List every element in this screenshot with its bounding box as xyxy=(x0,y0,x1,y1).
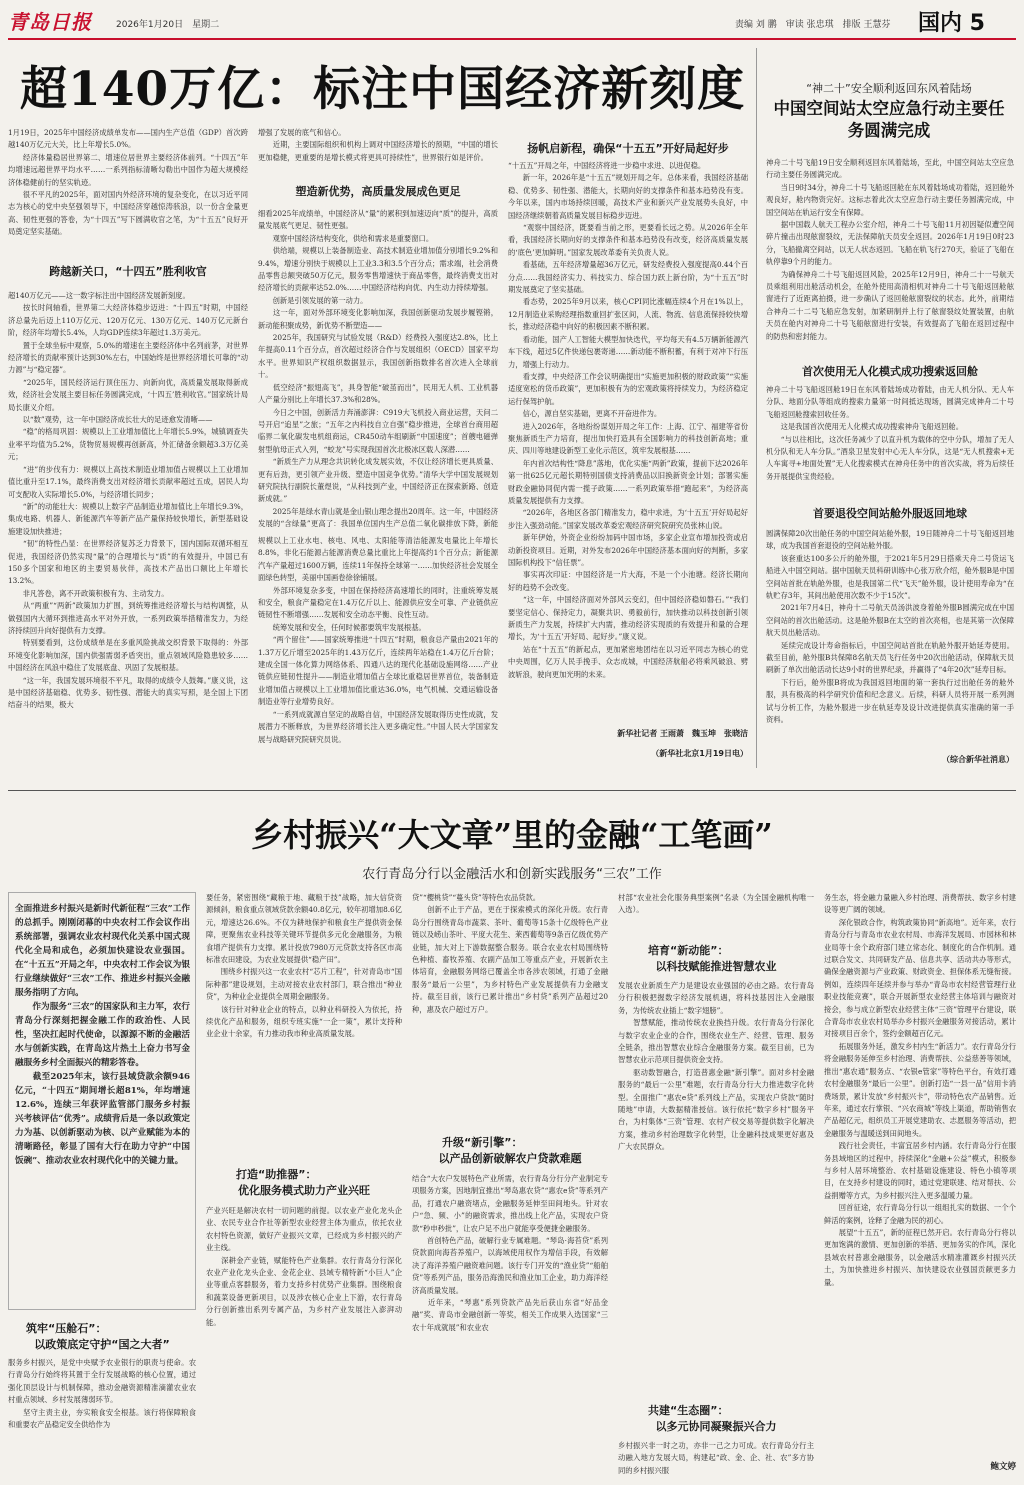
finance-subhead-5: 共建“生态圈”： xyxy=(648,1404,729,1417)
economy-col2-intro: 增强了发展的底气和信心。 近期，主要国际组织和机构上调对中国经济增长的预期，“中国的增长更加稳健，更重要的是增长模式将更具可持续性”，世界银行如是评价。 xyxy=(258,128,498,162)
finance-subhead-4: 培育“新动能”： xyxy=(648,944,729,957)
issue-date: 2026年1月20日 星期二 xyxy=(116,20,220,30)
space-kicker: “神二十”安全顺利返回东风着陆场 xyxy=(806,82,972,95)
space-subhead-1: 首次使用无人化模式成功搜索返回舱 xyxy=(802,365,978,378)
space-body-3: 圆满保障20次出舱任务的中国空间站舱外服，19日随神舟二十号飞船返回地球，成为我国首套退役的空间站舱外服。 该套重达100多公斤的舱外服，于2021年5月29日搭乘天舟二号货运飞船进入中国空间站。据中国航天员科研训练中心张万欣介绍，舱外服B是中国空间站首批在轨舱外服，也是我国第二代“飞天”舱外服，设计使用寿命为“在轨贮存3年，其间出舱使用次数不少于15次”。 2021年7月4日，神舟十二号航天员汤洪波身着舱外服B圆满完成在中国空间站的首次出舱活动。这是舱外服B在太空的首次亮相，也是其第一次保障航天员出舱活动。 延续完成设计寿命指标后，中国空间站首批在轨舱外服开始延寿使用。截至目前，舱外服B共保障8名航天员飞行任务中20次出舱活动，保障航天员刷新了单次出舱活动长达9小时的世界纪录，并赢得了“4年20次”延寿目标。 下行后，舱外服B将成为我国返回地面的第一套执行过出舱任务的舱外服，具有极高的科学研究价值和纪念意义。后续，科研人员将开展一系列测试与分析工作，为舱外服进一步在轨延寿及设计改进提供真实准确的第一手资料。 xyxy=(766,529,1014,725)
section-label: 国内 5 xyxy=(918,11,985,36)
economy-subhead-2: 塑造新优势，高质量发展成色更足 xyxy=(295,185,461,198)
space-credit: （综合新华社消息） xyxy=(942,755,1014,764)
economy-credit: （新华社北京1月19日电） xyxy=(651,749,748,758)
finance-headline: 乡村振兴“大文章”里的金融“工笔画” xyxy=(251,816,773,854)
editor-credits: 责编 刘 鹏 审读 张忠琪 排版 王慧芬 xyxy=(735,20,891,30)
economy-col2-cont: 规模以上工业水电、核电、风电、太阳能等清洁能源发电量比上年增长8.8%，非化石能源占能源消费总量比重比上年提高约1个百分点；新能源汽车产量超过1600万辆，连续11年保持全球第一……加快经济社会发展全面绿色转型，美丽中国画卷徐徐铺展。 外部环境复杂多变，中国在保持经济高速增长的同时，注重统筹发展和安全，粮食产量稳定在1.4万亿斤以上、能源供应安全可靠、产业链供应链韧性不断增强……发展和安全动态平衡、良性互动。 统筹发展和安全，任何时候都要筑牢发展根基。 “两个留住”——国家统筹推进“十四五”时期，粮食总产量由2021年的1.37万亿斤增至2025年的1.43万亿斤，连续两年站稳在1.4万亿斤台阶；建成全国一体化算力网络体系、四通八达的现代化基础设施网络……产业链供应链韧性提升——制造业增加值占全球比重稳居世界首位，装备制造业增加值占规模以上工业增加值比重达36.0%，电气机械、交通运输设备制造业等行业增势良好。 “一系列成就源自坚定的战略自信，中国经济发展取得历史性成就，发展潜力不断释放，为世界经济增长注入更多确定性。”中国人民大学国家发展与战略研究院研究员说。 xyxy=(258,536,498,744)
newspaper-logo: 青岛日报 xyxy=(8,10,92,34)
economy-col2-body: 细看2025年成绩单，中国经济从“量”的累积到加速迈向“质”的提升，高质量发展底气更足、韧性更强。 观察中国经济结构变化，供给和需求是重要窗口。 供给端，规模以上装备制造业、高技术制造业增加值分别增长9.2%和9.4%，增速分别快于规模以上工业3.3和3.5个百分点；需求端，社会消费品零售总额突破50万亿元，服务零售增速快于商品零售，最终消费支出对经济增长的贡献率达52.0%……中国经济结构向优、内生动力持续增强。 创新是引领发展的第一动力。 这一年，面对外部环境变化影响加深，我国创新驱动发展步履铿锵，新动能积聚成势，新优势不断塑造—— 2025年，我国研究与试验发展（R&D）经费投入强度达2.8%，比上年提高0.11个百分点，首次超过经济合作与发展组织（OECD）国家平均水平。世界知识产权组织数据显示，我国创新指数排名首次进入全球前十。 低空经济“振翅高飞”，具身智能“破茧而出”，民用无人机、工业机器人产量分别比上年增长37.3%和28%。 今日之中国，创新活力奔涌澎湃：C919大飞机投入商业运营，天问二号开启“追星”之旅；“五年之内科技自立自强”稳步推进，全球首台商用超临界二氧化碳发电机组商运，CR450动车组刷新“中国速度”；首艘电磁弹射型航母正式入列，“蛟龙”号实现我国首次北极冰区载人深潜…… “新质生产力从理念共识转化成发展实效，不仅让经济增长更具质量、更有后劲，更引领产业升级、塑造中国竞争优势。”清华大学中国发展规划研究院执行副院长董煜说，“从科技到产业，中国经济正在探索新路、创造新成就。” 2025年是绿水青山就是金山银山理念提出20周年。这一年，中国经济发展的“含绿量”更高了：我国单位国内生产总值二氧化碳排放下降，新能 xyxy=(258,209,498,529)
finance-subtitle: 农行青岛分行以金融活水和创新实践服务“三农”工作 xyxy=(362,867,662,882)
finance-subhead-5b: 以多元协同凝聚振兴合力 xyxy=(655,1420,777,1433)
economy-subhead-3: 扬帆启新程，确保“十五五”开好局起好步 xyxy=(527,142,729,155)
finance-col4-intro: 村部“农业社会化服务典型案例”名录（为全国金融机构唯一入选）。 xyxy=(618,893,814,915)
finance-rule xyxy=(8,790,1016,791)
economy-headline: 超140万亿：标注中国经济新刻度 xyxy=(20,62,746,117)
space-divider xyxy=(756,48,757,768)
masthead-rule xyxy=(8,38,1016,40)
finance-col3-body: 贷”“樱桃贷”“蔓头贷”等特色农品贷款。 创新不止于产品，更在于探索模式的深化升级。农行青岛分行围绕青岛市蔬菜、茶叶、葡萄等15条十亿级特色产业链以及崂山茶叶、平度大花生、莱西葡萄等9条百亿级优势产业链，加大对上下游数据整合服务。联合农业农村局围绕特色种植、畜牧养殖、农副产品加工等重点产业，开展新农主体培育，金融服务网络已覆盖全市各涉农领域，打通了金融服务“最后一公里”，为乡村特色产业发展提供有力金融支持。截至目前，该行已累计推出“乡村贷”系列产品超过20种，惠及农户超过万户。 xyxy=(412,893,608,1014)
finance-author: 鲍文婷 xyxy=(990,1462,1016,1472)
space-subhead-2: 首要退役空间站舱外服返回地球 xyxy=(813,507,967,520)
space-body-2: 神舟二十号飞船返回舱19日在东风着陆场成功着陆，由无人机分队、无人车分队、地面分队等组成的搜索力量第一时间抵达现场，圆满完成神舟二十号飞船返回舱搜索回收任务。 这是我国首次使用无人化模式成功搜索神舟飞船返回舱。 “与以往相比，这次任务减少了以直升机为载体的空中分队，增加了无人机分队和无人车分队。”酒泉卫星发射中心无人车分队，这是“无人机搜索+无人车寓寻+地面处置”无人化搜索模式在神舟任务中的首次实战，将为后续任务开展提供宝贵经验。 xyxy=(766,385,1014,481)
finance-col4-cont: 乡村振兴非一时之功，亦非一己之力可成。农行青岛分行主动融入地方发展大局，构建起“政、金、企、社、农”多方协同的乡村振兴服 xyxy=(618,1441,814,1475)
finance-subhead-3b: 以产品创新破解农户贷款难题 xyxy=(438,1152,582,1165)
finance-subhead-4b: 以科技赋能推进智慧农业 xyxy=(655,960,777,973)
finance-subhead-2b: 优化服务模式助力产业兴旺 xyxy=(238,1184,370,1197)
finance-col1-body: 服务乡村振兴，是党中央赋予农业银行的职责与使命。农行青岛分行始终将其置于全行发展战略的核心位置，通过强化顶层设计与机制保障，推动金融资源精准滴灌农业农村重点领域、乡村发展薄弱环节。 坚守主责主业，夯实粮食安全根基。该行将保障粮食和重要农产品稳定安全供给作为 xyxy=(8,1358,196,1430)
finance-subhead-2: 打造“助推器”： xyxy=(236,1168,317,1181)
economy-col1-body: 超140万亿元——这一数字标注出中国经济发展新刻度。 按长时间轴看，世界第二大经济体稳步迈进：“十四五”时期，中国经济总量先后迈上110万亿元、120万亿元、130万亿元、140万亿元新台阶，经济年均增长5.4%，人均GDP连续3年超过1.3万美元。 置于全球坐标中观察，5.0%的增速在主要经济体中名列前茅，对世界经济增长的贡献率预计达到30%左右，中国始终是世界经济增长可靠的“动力源”与“稳定器”。 “2025年，国民经济运行顶住压力、向新向优，高质量发展取得新成效，经济社会发展主要目标任务圆满完成，‘十四五’胜利收官。”国家统计局局长康义介绍。 以“数”观势，这一年中国经济成长壮大的足迹愈发清晰—— “稳”的格局巩固：规模以上工业增加值比上年增长5.9%，城镇调查失业率平均值为5.2%，货物贸易规模再创新高，外汇储备余额超3.3万亿美元； “进”的步伐有力：规模以上高技术制造业增加值占规模以上工业增加值比重升至17.1%，最终消费支出对经济增长贡献率超过五成，居民人均可支配收入实际增长5.0%，与经济增长同步； “新”的动能壮大：规模以上数字产品制造业增加值比上年增长9.3%，集成电路、机器人、新能源汽车等新产品产量保持较快增长，新型基础设施建设加快推进； “韧”的特性凸显：在世界经济复苏乏力背景下，国内国际双循环相互促进，我国经济仍然实现“量”的合理增长与“质”的有效提升，中国已有150多个国家和地区的主要贸易伙伴，高技术产品出口额比上年增长13.2%。 非凡答卷，离不开政策积极有为、主动发力。 从“两重”“两新”政策加力扩围，到统筹推进经济增长与结构调整，从做强国内大循环到推进高水平对外开放，一系列政策举措精准发力，为经济持续回升向好提供有力支撑。 特别要看到，这份成绩单是在多重风险挑战交织背景下取得的：外部环境变化影响加深，国内供强需弱矛盾突出，重点领域风险隐患较多……中国经济在风浪中稳住了发展底盘、巩固了发展根基。 “这一年，我国发展环境很不平凡，取得的成绩令人鼓舞。”康义说，这是中国经济基础稳、优势多、韧性强、潜能大的真实写照，是全国上下团结奋斗的结果，极大 xyxy=(8,291,248,710)
economy-subhead-1: 跨越新关口，“十四五”胜利收官 xyxy=(49,265,207,278)
finance-col5-body: 务生态，将金融力量融入乡村治理、消费帮扶、数字乡村建设等更广阔的领域。 深化银政合作，构筑政策协同“新高地”。近年来，农行青岛分行与青岛市农业农村局、市海洋发展局、市园林和林业局等十余个政府部门建立常态化、制度化的合作机制。通过联合发文、共同研发产品、信息共享、活动共办等形式，确保金融资源与产业政策、财政资金、担保体系无缝衔接。例如，连续四年延续并参与举办“青岛市农村经营管理行业职业技能竞赛”，联合开展新型农业经营主体培训与融资对接会，参与成立新型农业经营主体“三资”管理平台建设，联合青岛市农业农村局举办乡村振兴金融服务对接活动，累计对接项目百余个，签约金额超百亿元。 拓展服务外延，激发乡村内生“新活力”。农行青岛分行将金融服务延伸至乡村治理、消费帮扶、公益慈善等领域，推出“惠农通”服务点、“农银e管家”等特色平台，有效打通农村金融服务“最后一公里”。创新打造“一县一品”信用卡消费场景，累计发放“乡村振兴卡”，带动特色农产品销售。近年来，通过农行掌银、“兴农商城”等线上渠道，帮助销售农产品超亿元，组织员工开展党建助农、志愿服务等活动，把金融服务与温暖送到田间地头。 践行社会责任，丰富宜居乡村内涵。农行青岛分行在服务县域地区的过程中，持续深化“金融+公益”模式，积极参与乡村人居环境整治、农村基础设施建设、特色小镇等项目，在支持乡村建设的同时，通过党建联建、结对帮扶、公益捐赠等方式，为乡村振兴注入更多温暖力量。 回首征途，农行青岛分行以一组组扎实的数据、一个个鲜活的案例，诠释了金融为民的初心。 展望“十五五”，新的征程已然开启。农行青岛分行将以更加饱满的激情、更加创新的举措、更加务实的作风，深化县域农村普惠金融服务，以金融活水精准灌溉乡村振兴沃土，为加快推进乡村振兴、加快建设农业强国贡献更多力量。 xyxy=(824,893,1016,1287)
finance-lead: 全面推进乡村振兴是新时代新征程“三农”工作的总抓手。刚刚闭幕的中央农村工作会议作出系统部署，强调农业农村现代化关系中国式现代化全局和成色，必须加快建设农业强国。在“十五五”开局之年，中央农村工作会议为银行业继续做好“三农”工作、推进乡村振兴金融服务指明了方向。 作为服务“三农”的国家队和主力军，农行青岛分行深刻把握金融工作的政治性、人民性，坚决扛起时代使命，以源源不断的金融活水与创新实践，在青岛这片热土上奋力书写金融服务乡村全面振兴的精彩答卷。 截至2025年末，该行县域贷款余额946亿元，“十四五”期间增长超81%，年均增速12.6%，连续三年获评监管部门服务乡村振兴考核评估“优秀”。成绩背后是一条以政策定力为基、以创新驱动为核、以产业赋能为本的清晰路径，彰显了国有大行在助力守护“中国饭碗”、推动农业农村现代化中的关键力量。 xyxy=(15,904,190,1166)
economy-byline: 新华社记者 王雨萧 魏玉坤 张晓洁 xyxy=(617,729,748,738)
masthead xyxy=(0,0,1024,40)
economy-col3-body: “十五五”开局之年，中国经济将进一步稳中求进、以进促稳。 新一年，2026年是“十五五”规划开局之年。总体来看，我国经济基础稳、优势多、韧性强、潜能大，长期向好的支撑条件和基本趋势没有变。今年以来，国内市场持续回暖，高技术产业和新兴产业发展势头良好，中国经济继续朝着高质量发展目标稳步迈进。 “观察中国经济，既要看当前之形，更要看长远之势。从2026年全年看，我国经济长期向好的支撑条件和基本趋势没有改变，经济高质量发展的‘底色’更加鲜明。”国家发展改革委有关负责人说。 看基础，五年经济增量超36万亿元，研发经费投入强度提高0.44个百分点……我国经济实力、科技实力、综合国力跃上新台阶，为“十五五”时期发展奠定了坚实基础。 看态势，2025年9月以来，核心CPI同比涨幅连续4个月在1%以上，12月制造业采购经理指数重回扩张区间，人流、物流、信息流保持较快增长，推动经济稳中向好的积极因素不断积累。 看动能，国产人工智能大模型加快迭代，平均每天有4.5万辆新能源汽车下线，超过5亿件快递包裹寄递……新动能不断积蓄，有利于对冲下行压力，增强上行动力。 看支撑，中央经济工作会议明确提出“实施更加积极的财政政策”“实施适度宽松的货币政策”，更加积极有为的宏观政策将持续发力，为经济稳定运行保驾护航。 信心，源自坚实基础，更离不开奋进作为。 进入2026年，各地纷纷谋划开局之年工作：上海、江宁、福建等省份聚焦新质生产力培育，提出加快打造具有全国影响力的科技创新高地；重庆、四川等地建设新型工业化示范区，筑牢发展根基…… 年内首次结构性“降息”落地，优化实施“两新”政策，提前下达2026年第一批625亿元超长期特别国债支持消费品以旧换新资金计划；部署实施财政金融协同促内需一揽子政策……一系列政策举措“跑起来”，为经济高质量发展提供有力支撑。 “2026年，各地区各部门精准发力，稳中求进，为‘十五五’开好局起好步注入强劲动能。”国家发展改革委宏观经济研究院研究员张林山说。 新年伊始，外资企业纷纷加码中国市场，多家企业宣布增加投资或启动新投资项目。近期，对外发布2026年中国经济基本面向好的判断，多家国际机构投下“信任票”。 事实再次印证：中国经济是一片大海，不是一个小池塘。经济长期向好的趋势不会改变。 “这一年，中国经济面对外部风云变幻，但中国经济稳如磐石。”“我们要坚定信心、保持定力，凝聚共识、勇毅前行，加快推动以科技创新引领新质生产力发展，持续扩大内需，推动经济实现质的有效提升和量的合理增长，为‘十五五’开好局、起好步。”康义说。 站在“十五五”的新起点，更加紧密地团结在以习近平同志为核心的党中央周围，亿万人民手挽手、众志成城，中国经济航船必将乘风破浪、劈波斩浪，驶向更加光明的未来。 xyxy=(508,161,748,679)
space-body-1: 神舟二十号飞船19日安全顺利返回东风着陆场，至此，中国空间站太空应急行动主要任务圆满完成。 当日9时34分，神舟二十号飞船返回舱在东风着陆场成功着陆，返回舱外观良好，舱内物资完好。这标志着此次太空应急行动主要任务圆满完成，中国空间站在轨运行安全有保障。 据中国载人航天工程办公室介绍，神舟二十号飞船11月初因疑似遭空间碎片撞击出现舷窗裂纹，无法保障航天员安全返回。2026年1月19日0时23分，飞船撤离空间站，以无人状态返回。飞船在轨飞行270天，验证了飞船在轨停靠9个月的能力。 为确保神舟二十号飞船返回风险，2025年12月9日，神舟二十一号航天员乘组利用出舱活动机会，在舱外使用高清相机对神舟二十号飞船返回舱舷窗进行了近距离拍摄，进一步确认了返回舱舷窗裂纹的状态。此外，前期结合神舟二十二号飞船应急发射，加紧研制并上行了舷窗裂纹处置装置，由航天员在舱内对神舟二十号飞船舷窗进行安装，有效提高了飞船在返回过程中的防热和密封能力。 xyxy=(766,158,1014,341)
finance-subhead-1: 筑牢“压舱石”： xyxy=(26,1322,107,1335)
finance-col4-body: 发展农业新质生产力是建设农业强国的必由之路。农行青岛分行积极把握数字经济发展机遇，将科技基因注入金融服务，为传统农业插上“数字翅膀”。 智慧赋能，推动传统农业换挡升级。农行青岛分行深化与数字农业企业的合作，围绕农业生产、经营、管理、服务全链条，推出智慧农业综合金融服务方案。截至目前，已为智慧农业示范项目提供资金支持。 驱动数智融合，打造普惠金融“新引擎”。面对乡村金融服务的“最后一公里”难题，农行青岛分行大力推进数字化转型。全面推广“惠农e贷”系列线上产品，实现农户贷款“随时随地”申请，大数据精准授信。该行依托“数字乡村”服务平台，为村集体“三资”管理、农村产权交易等提供数字化解决方案，推动乡村治理数字化转型，让金融科技成果更好惠及广大农民群众。 xyxy=(618,981,814,1152)
space-headline: 中国空间站太空应急行动主要任务圆满完成 xyxy=(773,99,1005,140)
finance-col3-cont: 结合“大农户发展特色产业所需，农行青岛分行分产业制定专项服务方案，因地制宜推出“琴岛惠农贷”“惠农e贷”等系列产品，打通农户融资堵点，金融服务延伸至田间地头。针对农户“急、频、小”的融资需求，推出线上化产品，实现农户贷款“秒申秒批”，让农户足不出户就能享受便捷金融服务。 首创特色产品，破解行业专属难题。“琴岛·海苔贷”系列贷款面向海苔养殖户，以海域使用权作为增信手段，有效解决了海洋养殖户融资难问题。该行专门开发的“渔业贷”“船舶贷”等系列产品，服务沿海渔民和渔业加工企业，助力海洋经济高质量发展。 近年来，“琴惠”系列贷款产品先后获山东省“好品金融”奖、青岛市金融创新一等奖，相关工作成果入选国家“三农十年成就展”和农业农 xyxy=(412,1174,608,1332)
finance-col2-cont: 产业兴旺是解决农村一切问题的前提。以农业产业化龙头企业、农民专业合作社等新型农业经营主体为重点，依托农业农村特色资源，做好产业振兴文章，已经成为乡村振兴的产业主线。 深耕金产业链，赋能特色产业集群。农行青岛分行深化农业产业化龙头企业、金花企业、县域专精特新“小巨人”企业等重点客群服务，着力支持乡村优势产业集群。围绕粮食和蔬菜设备更新项目，以及涉农核心企业上下游，农行青岛分行创新推出系列专属产品，为乡村产业发展注入澎湃动能。 xyxy=(206,1206,402,1327)
finance-col2-body: 要任务，紧密围绕“藏粮于地、藏粮于技”战略，加大信贷资源倾斜，粮食重点领域贷款余额40.8亿元，较年初增加8.6亿元，增速达26.6%。不仅为耕地保护和粮食生产提供资金保障，更聚焦农业科技等关键环节提供多元化金融服务，为粮食增产提供有力支撑。累计投放7980万元贷款支持各区市高标准农田建设，为农业发展提供“稳产田”。 围绕乡村振兴这一农业农村“芯片工程”，针对青岛市“国际种都”建设规划，主动对接农业农村部门，联合推出“种业贷”，为种业企业提供全周期金融服务。 该行针对种业企业的特点，以种业科研投入为依托，持续优化产品和服务，组织专班实施“一企一策”，累计支持种业企业十余家，有力推动我市种业高质量发展。 xyxy=(206,893,402,1039)
economy-col1-intro: 1月19日，2025年中国经济成绩单发布——国内生产总值（GDP）首次跨越140万亿元大关，比上年增长5.0%。 经济体量稳居世界第二、增速位居世界主要经济体前列。“十四五”年均增速远超世界平均水平……一系列指标清晰勾勒出中国作为超大规模经济体稳健前行的坚实轨迹。 很不平凡的2025年，面对国内外经济环境的复杂变化，在以习近平同志为核心的党中央坚强领导下，中国经济穿越惊涛骇浪，以一份含金量更高、韧性更强的答卷，为“十四五”写下圆满收官之笔，为“十五五”良好开局奠定坚实基础。 xyxy=(8,128,248,237)
finance-subhead-1b: 以政策底定守护“国之大者” xyxy=(34,1338,170,1351)
finance-subhead-3: 升级“新引擎”： xyxy=(442,1136,523,1149)
